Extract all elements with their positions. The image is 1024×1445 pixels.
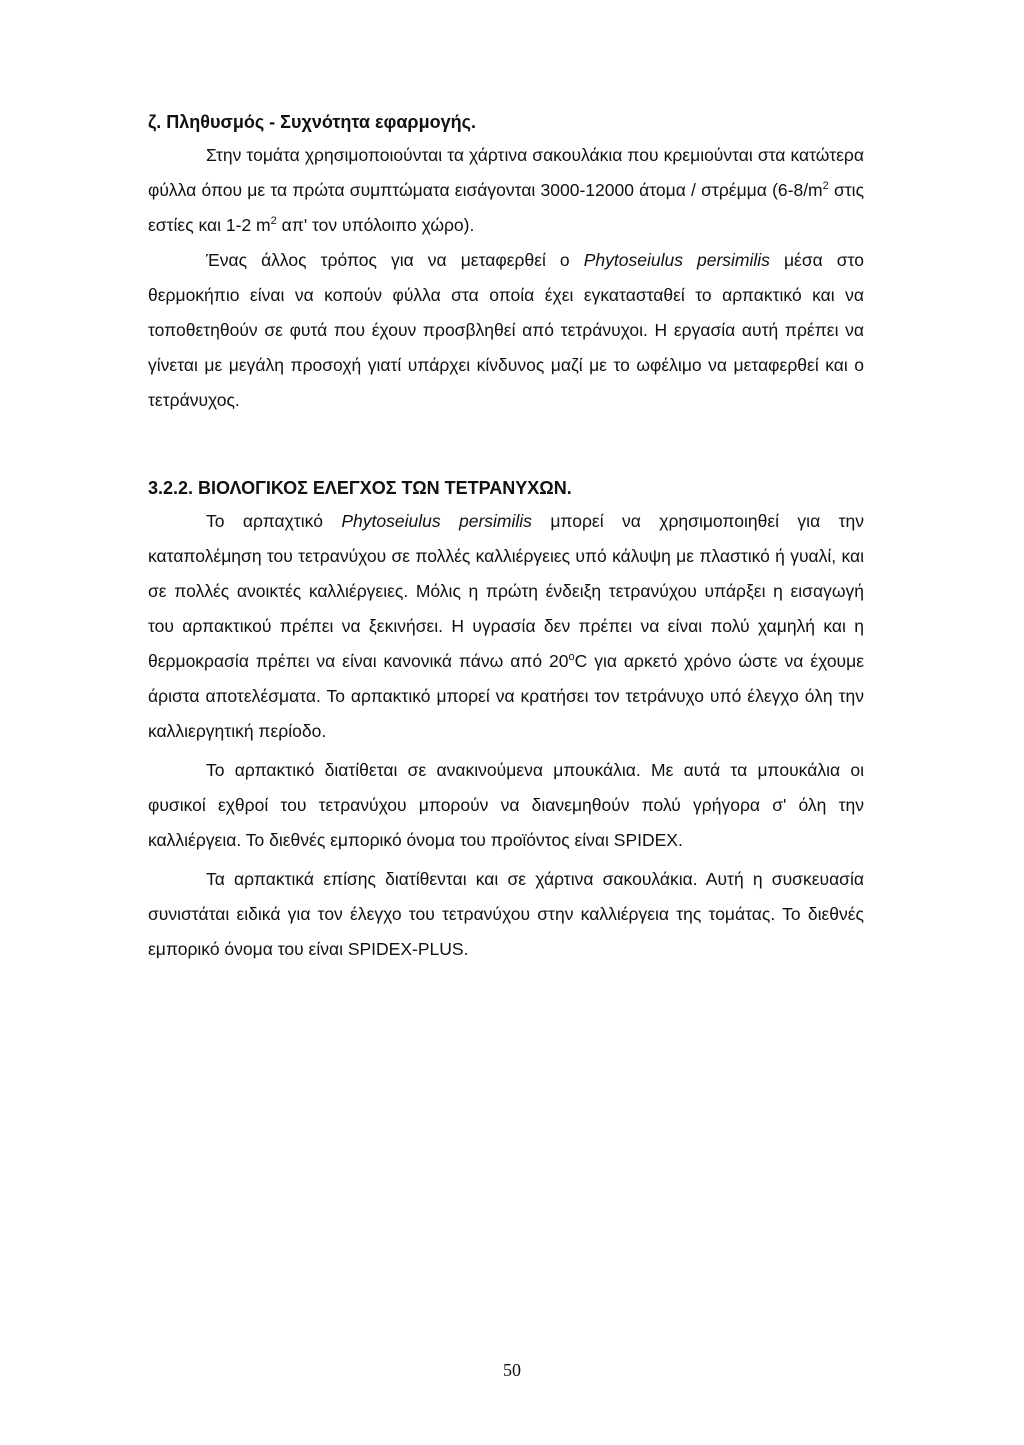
- document-page: [148, 110, 864, 967]
- paragraph-predator-use: [148, 504, 864, 749]
- paragraph-spidex: Το αρπακτικό διατίθεται σε ανακινούμενα μπουκάλια. Με αυτά τα μπουκάλια οι φυσικοί εχθροί του τετρανύχου μπορούν να διανεμηθούν πολύ γρήγορα σ' όλη την καλλιέργεια. Το διεθνές εμπορικό όνομα του προϊόντος είναι SPIDEX.: [148, 760, 864, 850]
- paragraph-text: Το αρπαχτικό: [206, 511, 342, 531]
- species-name: Phytoseiulus persimilis: [341, 511, 532, 531]
- paragraph-text: στις εστίες και 1-2 m: [148, 180, 865, 235]
- paragraph-tomato-application: [148, 138, 864, 243]
- superscript: 2: [822, 180, 829, 193]
- paragraph-text: απ' τον υπόλοιπο χώρο).: [276, 215, 475, 235]
- section-heading-biological-control: 3.2.2. ΒΙΟΛΟΓΙΚΟΣ ΕΛΕΓΧΟΣ ΤΩΝ ΤΕΤΡΑΝΥΧΩΝ.: [148, 478, 572, 498]
- paragraph-text: μέσα στο θερμοκήπιο είναι να κοπούν φύλλα στα οποία έχει εγκατασταθεί το αρπακτικό και να τοποθετηθούν σε φυτά που έχουν προσβληθεί από τετράνυχοι. Η εργασία αυτή πρέπει να γίνεται με μεγάλη προσοχή γιατί υπάρχει κίνδυνος μαζί με το ωφέλιμο να μεταφερθεί και ο τετράνυχος.: [148, 250, 864, 410]
- paragraph-text: Ένας άλλος τρόπος για να μεταφερθεί ο: [206, 250, 584, 270]
- degree-superscript: ο: [568, 651, 575, 664]
- paragraph-text: Στην τομάτα χρησιμοποιούνται τα χάρτινα σακουλάκια που κρεμιούνται στα κατώτερα φύλλα όπου με τα πρώτα συμπτώματα εισάγονται 3000-12000 άτομα / στρέμμα (6-8/m: [148, 145, 864, 200]
- paragraph-text: μπορεί να χρησιμοποιηθεί για την καταπολέμηση του τετρανύχου σε πολλές καλλιέργειες υπό κάλυψη με πλαστικό ή γυαλί, και σε πολλές ανοικτές καλλιέργειες. Μόλις η πρώτη ένδειξη τετρανύχου υπάρξει η εισαγωγή του αρπακτικού πρέπει να ξεκινήσει. Η υγρασία δεν πρέπει να είναι πολύ χαμηλή και η θερμοκρασία πρέπει να είναι κανονικά πάνω από 20: [148, 511, 864, 671]
- paragraph-spidex-plus: Τα αρπακτικά επίσης διατίθενται και σε χάρτινα σακουλάκια. Αυτή η συσκευασία συνιστάται ειδικά για τον έλεγχο του τετρανύχου στην καλλιέργεια της τομάτας. Το διεθνές εμπορικό όνομα του είναι SPIDEX-PLUS.: [148, 869, 864, 959]
- species-name: Phytoseiulus persimilis: [583, 250, 770, 270]
- paragraph-text: C για αρκετό χρόνο ώστε να έχουμε άριστα αποτελέσματα. Το αρπακτικό μπορεί να κρατήσει τον τετράνυχο υπό έλεγχο όλη την καλλιεργητική περίοδο.: [148, 651, 865, 741]
- paragraph-transfer-method: [148, 243, 864, 418]
- page-number: 50: [503, 1360, 521, 1380]
- superscript: 2: [270, 215, 277, 228]
- section-heading-frequency: ζ. Πληθυσμός - Συχνότητα εφαρμογής.: [148, 112, 476, 132]
